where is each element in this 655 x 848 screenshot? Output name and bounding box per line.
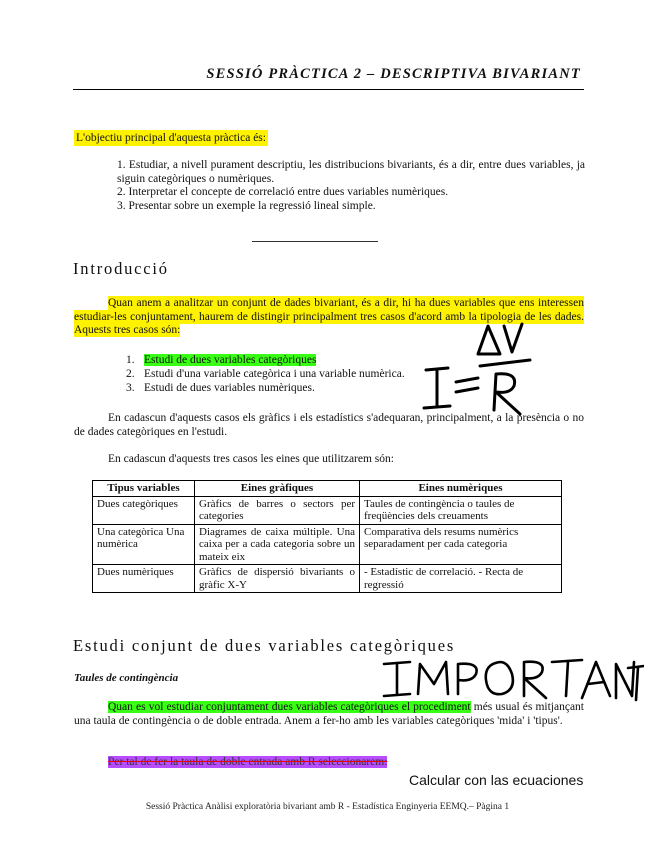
handwritten-formula-annotation xyxy=(418,318,538,418)
contingency-paragraph: Quan es vol estudiar conjuntament dues variables categòriques el procediment més usual és mitjançant una taula de contingència o de doble entrada. Anem a fer-ho amb les variables categòriques 'mida' i 'tipus'. xyxy=(74,701,584,727)
case-text: Estudi d'una variable categòrica i una variable numèrica. xyxy=(144,367,405,380)
objective-item: 2. Interpretar el concepte de correlació entre dues variables numèriques. xyxy=(117,186,449,199)
intro-paragraph-text: Quan anem a analitzar un conjunt de dades bivariant, és a dir, hi ha dues variables que ens interessen estudiar-les conjuntament, haurem de distingir principalment tres casos d'acord amb la tipologia de les dades. Aquests tres casos són: xyxy=(74,297,584,337)
table-header-row xyxy=(93,481,562,497)
table-cell: - Estadístic de correlació. - Recta de regressió xyxy=(360,565,562,593)
case-text: Estudi de dues variables numèriques. xyxy=(144,381,315,394)
objective-item: 1. Estudiar, a nivell purament descriptiu, les distribucions bivariants, és a dir, entre dues variables, ja siguin categòriques o numèriques. xyxy=(117,159,585,185)
cases-list xyxy=(126,354,405,395)
table-cell: Dues numèriques xyxy=(93,565,195,593)
table-row xyxy=(93,496,562,524)
contingency-highlight: Quan es vol estudiar conjuntament dues variables categòriques el procediment xyxy=(108,701,471,713)
page-footer: Sessió Pràctica Anàlisi exploratòria bivariant amb R - Estadística Enginyeria EEMQ.– Pàgina 1 xyxy=(145,802,510,812)
table-header: Tipus variables xyxy=(93,481,195,497)
case-item: 1. Estudi de dues variables categòriques xyxy=(126,354,317,366)
table-cell: Diagrames de caixa múltiple. Una caixa per a cada categoria sobre un mateix eix xyxy=(195,524,360,565)
table-cell: Una categòrica Una numèrica xyxy=(93,524,195,565)
contingency-subheading: Taules de contingència xyxy=(74,672,179,684)
tools-intro: En cadascun d'aquests tres casos les eines que utilitzarem són: xyxy=(108,453,394,465)
tools-table xyxy=(92,480,562,593)
analysis-heading: Estudi conjunt de dues variables categòriques xyxy=(73,636,456,655)
objective-item: 3. Presentar sobre un exemple la regressió lineal simple. xyxy=(117,199,376,212)
page-header-title: SESSIÓ PRÀCTICA 2 – DESCRIPTIVA BIVARIANT xyxy=(206,66,581,82)
table-cell: Gràfics de dispersió bivariants o gràfic X-Y xyxy=(195,565,360,593)
intro-heading: Introducció xyxy=(73,259,169,278)
objective-lead: L'objectiu principal d'aquesta pràctica és: xyxy=(76,132,266,144)
case-item: 3. Estudi de dues variables numèriques. xyxy=(126,381,315,394)
objective-list xyxy=(117,159,585,213)
section-divider xyxy=(252,241,378,242)
typed-annotation: Calcular con las ecuaciones xyxy=(409,772,584,788)
table-cell: Taules de contingència o taules de freqüències dels creuaments xyxy=(360,496,562,524)
case-item: 2. Estudi d'una variable categòrica i una variable numèrica. xyxy=(126,367,405,380)
table-header: Eines gràfiques xyxy=(195,481,360,497)
table-cell: Gràfics de barres o sectors per categories xyxy=(195,496,360,524)
case-text: Estudi de dues variables categòriques xyxy=(144,354,317,366)
table-header: Eines numèriques xyxy=(360,481,562,497)
header-rule xyxy=(73,89,584,90)
table-row xyxy=(93,565,562,593)
table-cell: Dues categòriques xyxy=(93,496,195,524)
table-cell: Comparativa dels resums numèrics separadament per cada categoria xyxy=(360,524,562,565)
handwritten-important-annotation xyxy=(382,656,644,706)
struck-draft-line: Per tal de fer la taula de doble entrada amb R seleccionarem: xyxy=(108,756,388,768)
table-row xyxy=(93,524,562,565)
adequacy-paragraph: En cadascun d'aquests casos els gràfics i els estadístics s'adequaran, principalment, a la presència o no de dades categòriques en l'estudi. xyxy=(74,412,584,438)
